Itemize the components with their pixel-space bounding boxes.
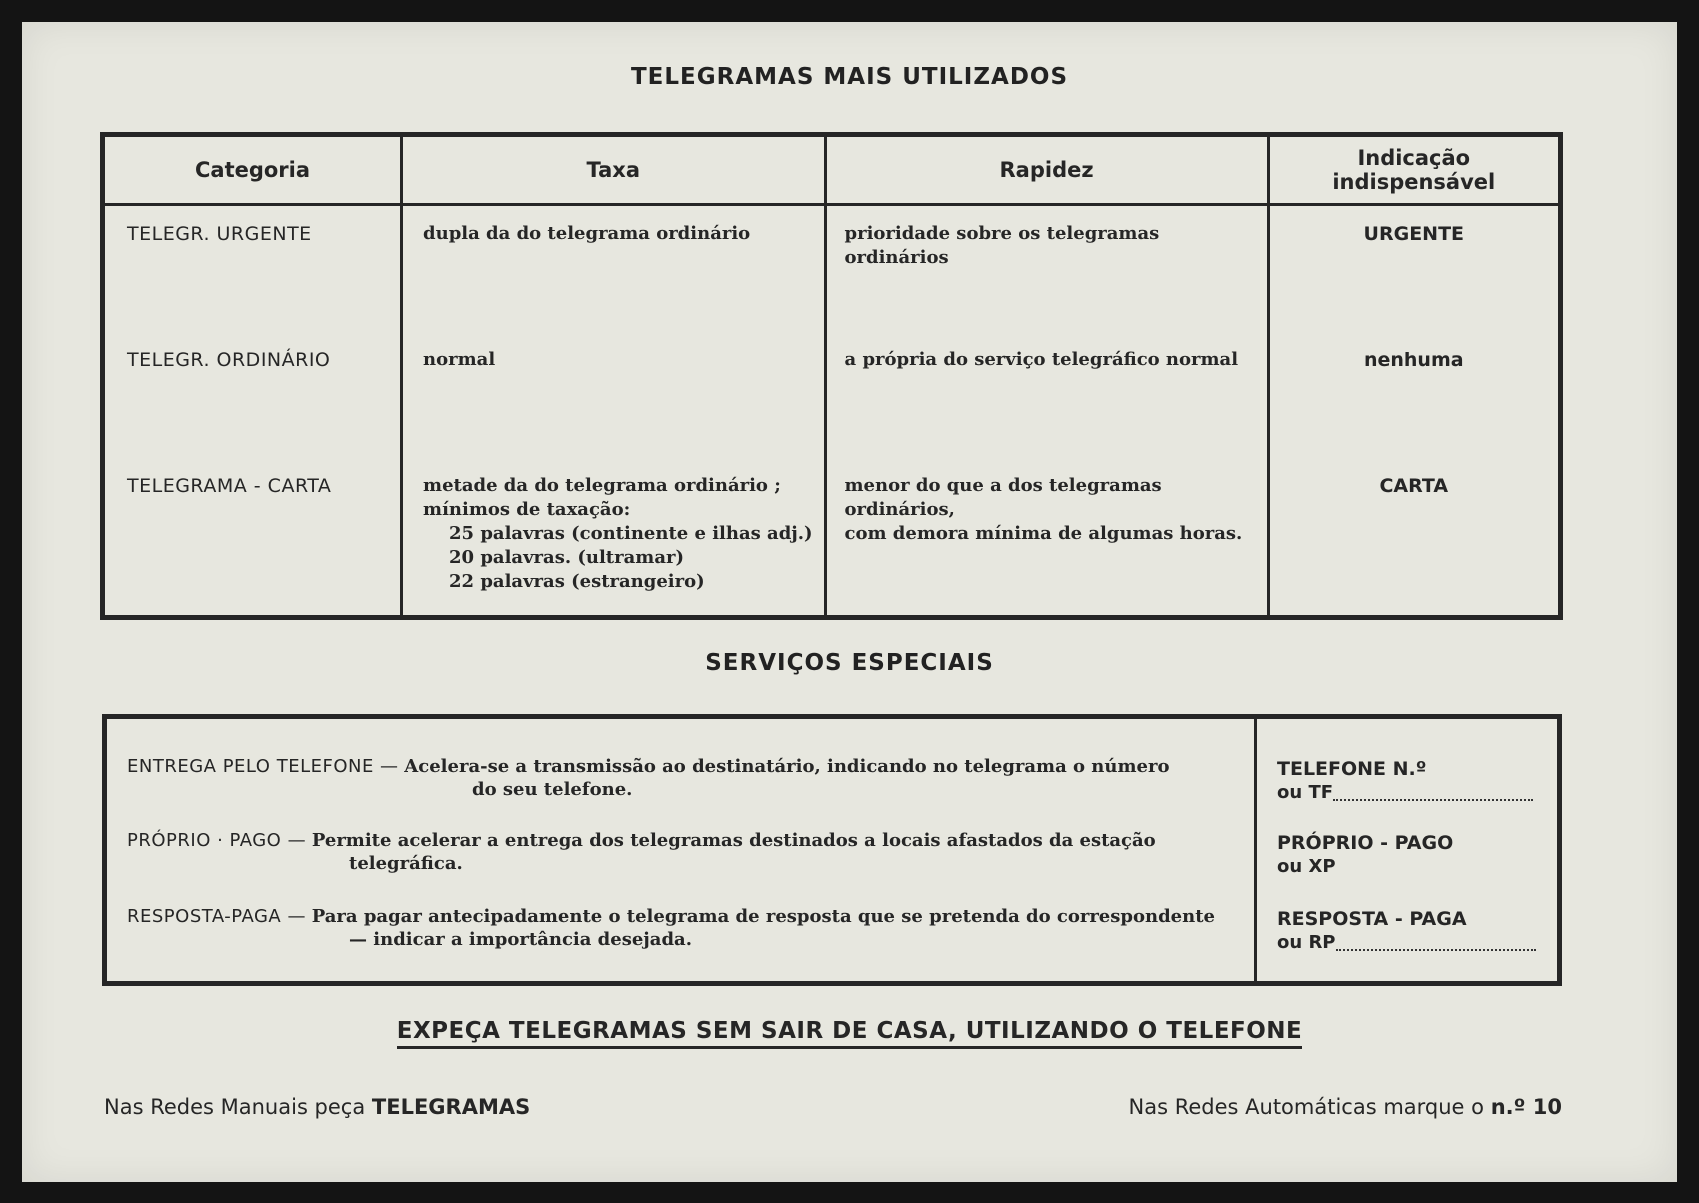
page-title: TELEGRAMAS MAIS UTILIZADOS	[630, 64, 1069, 90]
dotted-fill-line	[1333, 799, 1533, 801]
service-name: ENTREGA PELO TELEFONE —	[127, 756, 399, 777]
table-row	[103, 332, 1561, 458]
special-services-box	[102, 714, 1562, 986]
service-desc: Acelera-se a transmissão ao destinatário, indicando no telegrama o número	[404, 756, 1170, 777]
telegram-categories-table	[100, 132, 1563, 620]
service-item-resposta-paga	[127, 905, 1247, 951]
special-services-title: SERVIÇOS ESPECIAIS	[705, 650, 994, 676]
indication-resposta-paga	[1277, 907, 1557, 955]
taxa-line: dupla da do telegrama ordinário	[423, 223, 751, 244]
taxa-line: 22 palavras (estrangeiro)	[449, 571, 705, 592]
taxa-line: mínimos de taxação:	[423, 499, 631, 520]
indication-code: ou RP	[1277, 932, 1336, 953]
table-row	[103, 205, 1561, 333]
telegram-form-sheet	[22, 22, 1677, 1182]
header-indicacao	[1268, 135, 1560, 205]
indication-proprio-pago	[1277, 831, 1557, 879]
indication-label: RESPOSTA - PAGA	[1277, 908, 1467, 930]
rapidez-line: com demora mínima de algumas horas.	[844, 523, 1243, 544]
dotted-fill-line	[1336, 949, 1536, 951]
cell-indicacao: URGENTE	[1268, 205, 1560, 333]
taxa-line: 25 palavras (continente e ilhas adj.)	[449, 523, 813, 544]
cell-taxa	[402, 205, 825, 333]
footer-left-text: Nas Redes Manuais peça	[104, 1095, 366, 1119]
cell-categoria: TELEGRAMA - CARTA	[103, 458, 402, 618]
header-indicacao-label: Indicação indispensável	[1332, 146, 1496, 194]
table-header-row	[103, 135, 1561, 205]
footer-left	[104, 1095, 530, 1119]
cell-rapidez	[825, 458, 1268, 618]
footer-left-bold: TELEGRAMAS	[371, 1095, 531, 1119]
service-desc: Permite acelerar a entrega dos telegramas destinados a locais afastados da estação	[311, 830, 1156, 851]
slogan	[22, 1018, 1677, 1044]
footer-right	[1129, 1095, 1562, 1119]
footer-right-text: Nas Redes Automáticas marque o	[1128, 1095, 1484, 1119]
header-categoria: Categoria	[103, 135, 402, 205]
service-name: RESPOSTA-PAGA —	[127, 906, 306, 927]
footer-right-bold: n.º 10	[1490, 1095, 1562, 1119]
cell-categoria: TELEGR. URGENTE	[103, 205, 402, 333]
service-desc: Para pagar antecipadamente o telegrama de resposta que se pretenda do correspondente	[311, 906, 1215, 927]
rapidez-line: prioridade sobre os telegramas ordinários	[844, 223, 1160, 268]
header-taxa: Taxa	[402, 135, 825, 205]
cell-indicacao: CARTA	[1268, 458, 1560, 618]
service-desc-cont: — indicar a importância desejada.	[349, 929, 692, 950]
service-item-telefone	[127, 755, 1247, 801]
service-desc-cont: telegráfica.	[349, 853, 463, 874]
cell-taxa	[402, 332, 825, 458]
taxa-line: metade da do telegrama ordinário ;	[423, 475, 781, 496]
indication-label: PRÓPRIO - PAGO	[1277, 832, 1454, 854]
column-divider	[1254, 719, 1257, 981]
indication-telefone	[1277, 757, 1557, 805]
indication-code: ou TF	[1277, 782, 1334, 803]
indication-code: ou XP	[1277, 856, 1336, 877]
taxa-line: normal	[423, 349, 496, 370]
rapidez-line: menor do que a dos telegramas ordinários,	[844, 475, 1162, 520]
cell-categoria: TELEGR. ORDINÁRIO	[103, 332, 402, 458]
rapidez-line: a própria do serviço telegráfico normal	[844, 349, 1239, 370]
service-name: PRÓPRIO · PAGO —	[127, 830, 307, 851]
cell-rapidez	[825, 332, 1268, 458]
indication-label: TELEFONE N.º	[1277, 758, 1427, 780]
service-desc-cont: do seu telefone.	[472, 779, 633, 800]
cell-taxa	[402, 458, 825, 618]
header-rapidez: Rapidez	[825, 135, 1268, 205]
service-item-proprio-pago	[127, 829, 1247, 875]
cell-rapidez	[825, 205, 1268, 333]
slogan-text: EXPEÇA TELEGRAMAS SEM SAIR DE CASA, UTILIZANDO O TELEFONE	[397, 1018, 1303, 1049]
taxa-line: 20 palavras. (ultramar)	[449, 547, 684, 568]
table-row	[103, 458, 1561, 618]
cell-indicacao: nenhuma	[1268, 332, 1560, 458]
